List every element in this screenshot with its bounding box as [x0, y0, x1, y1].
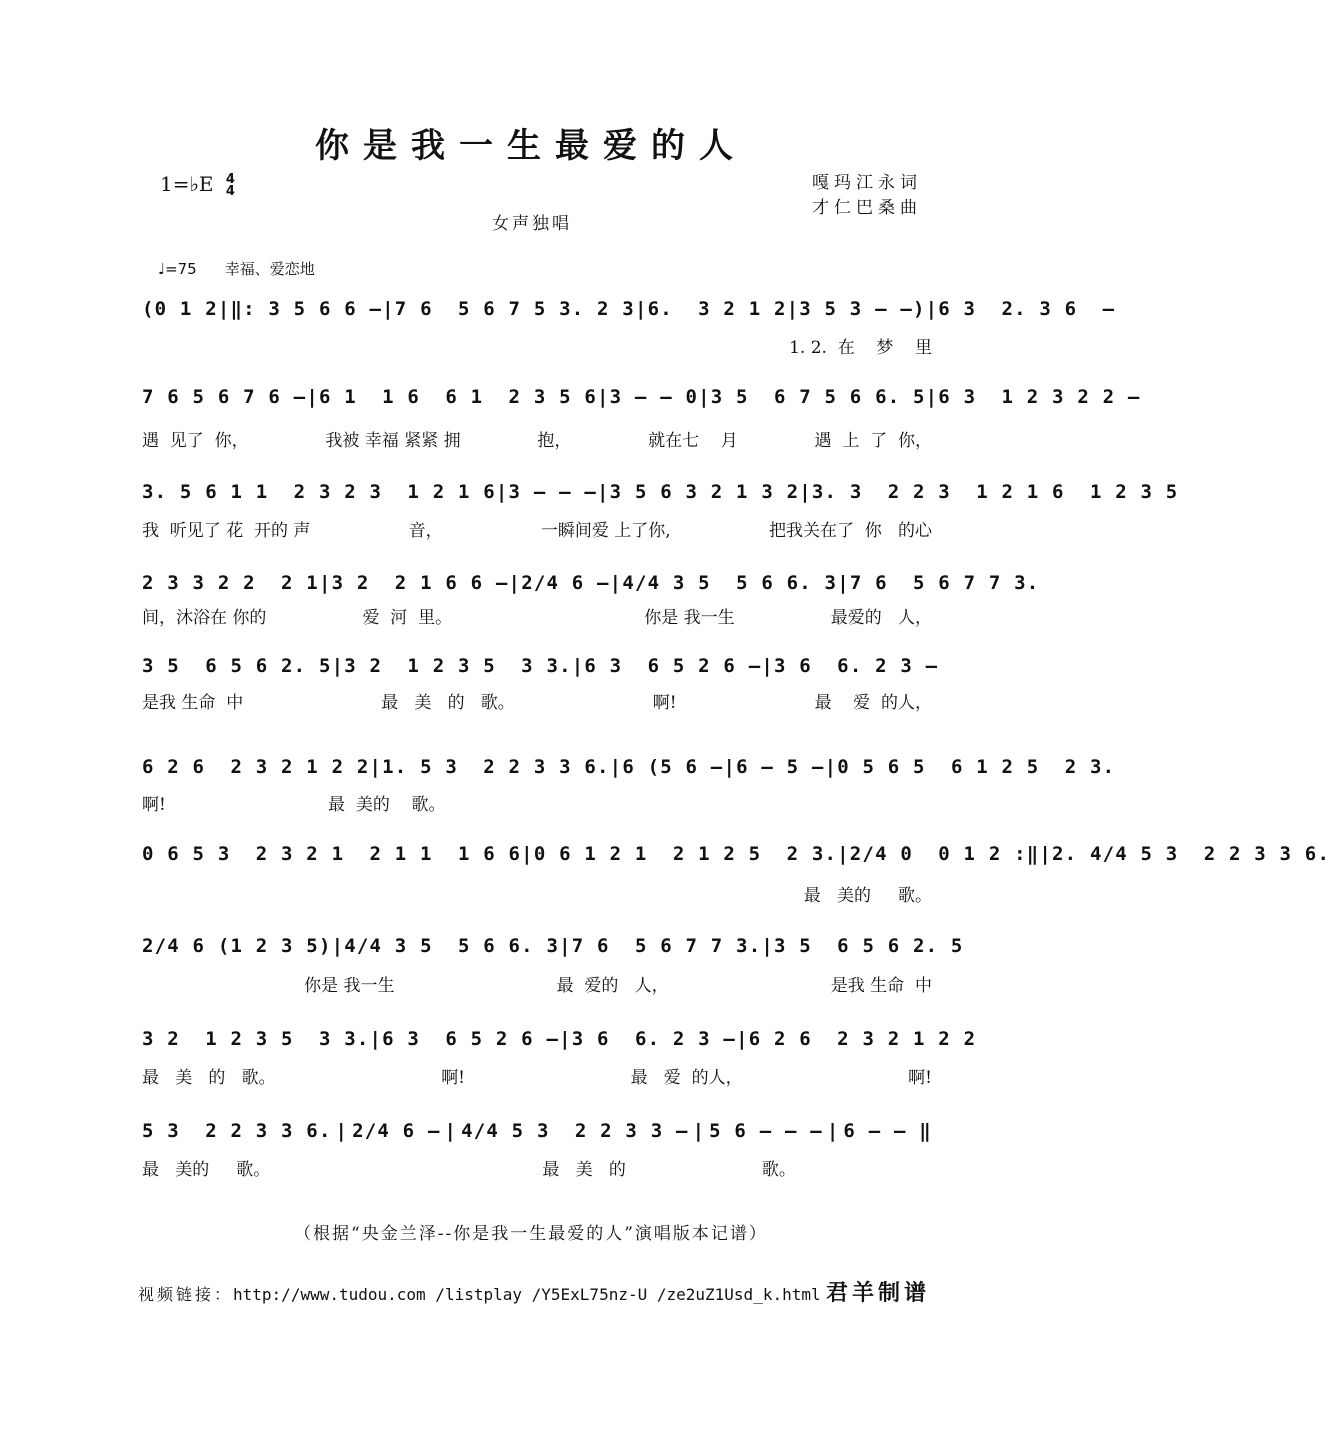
notation-row: [142, 386, 1141, 408]
barline: |: [736, 1028, 749, 1050]
measure: 6 2 6 2 3 2 1 2 2: [142, 756, 370, 778]
measure: 3 – – 0: [609, 386, 699, 408]
barline: |: [826, 1120, 840, 1142]
lyric-segment: 你是 我一生: [304, 976, 395, 996]
measure: 2. 4/4 5 3 2 2 3 3 6.: [1052, 843, 1330, 865]
barline: |: [609, 572, 623, 594]
measure: (0 1 2: [142, 298, 218, 320]
notation-row: [142, 572, 1040, 594]
measure: 3 – – –: [508, 481, 598, 503]
tempo-marking: [158, 258, 315, 279]
lyric-row: [142, 688, 932, 713]
lyric-segment: 最 美 的: [542, 1160, 626, 1180]
measure: 4/4 5 3 2 2 3 3 –: [461, 1120, 689, 1142]
barline: |: [444, 1120, 458, 1142]
lyric-segment: 最 爱 的人，: [630, 1068, 743, 1088]
measure: 4/4 3 5 5 6 6. 3: [344, 935, 560, 957]
barline: |: [559, 935, 572, 957]
measure: 0 6 5 3 2 3 2 1 2 1 1 1 6 6: [142, 843, 522, 865]
measure: 6 (5 6 –: [622, 756, 724, 778]
measure: 6 2 6 2 3 2 1 2 2: [748, 1028, 977, 1050]
measure: 3 2 2 1 6 6 –: [331, 572, 509, 594]
measure: 3 5 3 – –): [799, 298, 926, 320]
measure: 2 3 3 2 2 2 1: [142, 572, 319, 594]
lyric-segment: 1. 2. 在 梦 里: [789, 338, 932, 358]
measure: 5 6 – – –: [709, 1120, 823, 1142]
composer-credit: 才仁巴桑曲: [812, 198, 922, 218]
lyric-row: [142, 881, 932, 906]
barline: |: [609, 756, 623, 778]
tempo-value: ♩=75: [158, 260, 197, 278]
measure: 3 5 6 5 6 2. 5: [142, 655, 332, 677]
barline: |: [925, 298, 939, 320]
key-label: 1=♭E: [160, 172, 214, 196]
measure: 6 3 2. 3 6 –: [938, 298, 1116, 320]
barline: |: [824, 756, 838, 778]
notation-row: [142, 655, 939, 677]
barline: |: [837, 572, 850, 594]
barline: |: [217, 298, 231, 320]
performance-type: 女声独唱: [492, 214, 572, 234]
barline: |: [692, 1120, 706, 1142]
barline: |: [723, 756, 737, 778]
barline: |: [837, 843, 850, 865]
notation-row: [142, 935, 964, 957]
notation-row: [142, 481, 1179, 503]
expression-mark: 幸福、爱恋地: [224, 260, 315, 278]
notation-row: [142, 843, 1330, 865]
lyric-segment: 是我 生命 中: [142, 693, 244, 713]
barline: |: [761, 935, 774, 957]
time-top: 4: [225, 171, 235, 187]
measure: 6 3 6 5 2 6 –: [584, 655, 762, 677]
barline: |: [571, 655, 585, 677]
measure: 3 6 6. 2 3 –: [571, 1028, 737, 1050]
notation-row: [142, 756, 1116, 778]
transcriber-seal: 君羊制谱: [826, 1280, 931, 1306]
measure: 6 3 6 5 2 6 –: [382, 1028, 560, 1050]
measure: 3. 3 2 2 3 1 2 1 6 1 2 3 5: [811, 481, 1179, 503]
barline: |: [559, 1028, 572, 1050]
measure: 0 6 1 2 1 2 1 2 5 2 3.: [533, 843, 838, 865]
lyric-row: [142, 790, 932, 815]
measure: 3 6 6. 2 3 –: [773, 655, 939, 677]
lyric-segment: 抱，: [537, 431, 572, 451]
lyric-row: [142, 333, 932, 358]
lyric-row: [142, 426, 932, 451]
barline: |: [382, 298, 395, 320]
lyric-segment: 最 美的 歌。: [803, 886, 932, 906]
measure: 3 5 6 3 2 1 3 2: [609, 481, 800, 503]
barline: |: [786, 298, 800, 320]
barline: |: [495, 481, 509, 503]
measure: 6 3 1 2 3 2 2 –: [938, 386, 1141, 408]
measure: 3 5 6 7 5 6 6. 5: [710, 386, 926, 408]
measure: 6. 3 2 1 2: [647, 298, 787, 320]
measure: 7 6 5 6 7 5 3. 2 3: [394, 298, 635, 320]
lyric-row: [142, 1063, 932, 1088]
lyric-row: [142, 971, 932, 996]
barline: |: [331, 655, 345, 677]
lyric-segment: 啊!: [908, 1068, 932, 1088]
lyric-segment: 把我关在了 你 的心: [768, 521, 932, 541]
key-signature: [160, 172, 235, 198]
lyric-segment: 歌。: [761, 1160, 796, 1180]
measure: 2/4 0 0 1 2 :‖: [849, 843, 1040, 865]
barline: |: [521, 843, 534, 865]
lyric-row: [142, 603, 932, 628]
lyric-segment: 最爱的 人，: [830, 608, 932, 628]
measure: 1. 5 3 2 2 3 3 6.: [382, 756, 610, 778]
notation-row: [142, 1028, 977, 1050]
video-link-url[interactable]: http://www.tudou.com /listplay /Y5ExL75nz-U /ze2uZ1Usd_k.html: [233, 1285, 821, 1304]
measure: ‖: 3 5 6 6 –: [230, 298, 383, 320]
lyric-segment: 最 美 的 歌。: [142, 1068, 276, 1088]
barline: |: [331, 935, 345, 957]
lyric-segment: 我被 幸福 紧紧 拥: [325, 431, 461, 451]
barline: |: [318, 572, 332, 594]
measure: 6 – 5 –: [736, 756, 825, 778]
measure: 2/4 6 –: [521, 572, 610, 594]
lyric-segment: 啊!: [142, 795, 166, 815]
measure: 3 2 1 2 3 5 3 3.: [344, 655, 572, 677]
barline: |: [369, 1028, 383, 1050]
lyric-segment: 啊!: [652, 693, 677, 713]
measure: 7 6 5 6 7 6 –: [142, 386, 307, 408]
barline: |: [634, 298, 648, 320]
lyric-row: [142, 1155, 932, 1180]
measure: 3. 5 6 1 1 2 3 2 3 1 2 1 6: [142, 481, 496, 503]
lyric-segment: 遇 见了 你，: [142, 431, 249, 451]
barline: |: [799, 481, 812, 503]
measure: 3 5 6 5 6 2. 5: [773, 935, 964, 957]
lyric-segment: 你是 我一生: [644, 608, 735, 628]
lyric-segment: 就在七 月: [648, 431, 738, 451]
lyric-segment: 间，沐浴在 你的: [142, 608, 267, 628]
lyric-row: [142, 516, 932, 541]
measure: 7 6 5 6 7 7 3.: [849, 572, 1040, 594]
lyric-segment: 遇 上 了 你，: [814, 431, 932, 451]
barline: |: [335, 1120, 349, 1142]
lyric-segment: 最 爱 的人，: [814, 693, 932, 713]
measure: 5 3 2 2 3 3 6.: [142, 1120, 332, 1142]
time-bottom: 4: [225, 183, 235, 199]
notation-row: [142, 1120, 932, 1142]
time-signature: [225, 171, 235, 199]
lyric-segment: 最 爱的 人，: [556, 976, 669, 996]
song-title: 你是我一生最爱的人: [315, 126, 747, 166]
lyric-segment: 最 美 的 歌。: [381, 693, 515, 713]
measure: 6 1 1 6 6 1 2 3 5 6: [318, 386, 598, 408]
lyric-segment: 是我 生命 中: [830, 976, 932, 996]
measure: 4/4 3 5 5 6 6. 3: [622, 572, 838, 594]
lyricist-credit: 嘎玛江永词: [812, 173, 922, 193]
barline: |: [1039, 843, 1053, 865]
barline: |: [508, 572, 522, 594]
measure: 2/4 6 –: [352, 1120, 441, 1142]
barline: |: [597, 386, 610, 408]
barline: |: [698, 386, 711, 408]
lyric-segment: 一瞬间爱 上了你,: [540, 521, 671, 541]
barline: |: [369, 756, 383, 778]
lyric-segment: 最 美的 歌。: [142, 1160, 271, 1180]
lyric-segment: 爱 河 里。: [362, 608, 453, 628]
video-link-label: 视频链接：: [138, 1285, 234, 1304]
barline: |: [925, 386, 939, 408]
lyric-segment: 最 美的 歌。: [328, 795, 446, 815]
transcription-note: （根据“央金兰泽--你是我一生最爱的人”演唱版本记谱）: [294, 1224, 768, 1244]
barline: |: [597, 481, 610, 503]
barline: |: [761, 655, 774, 677]
lyric-segment: 啊!: [441, 1068, 466, 1088]
video-link: [138, 1282, 821, 1305]
lyric-segment: 音，: [408, 521, 443, 541]
measure: 6 – – ‖: [843, 1120, 932, 1142]
barline: |: [306, 386, 319, 408]
lyric-segment: 我 听见了 花 开的 声: [142, 521, 311, 541]
measure: 3 2 1 2 3 5 3 3.: [142, 1028, 370, 1050]
measure: 2/4 6 (1 2 3 5): [142, 935, 332, 957]
measure: 0 5 6 5 6 1 2 5 2 3.: [837, 756, 1116, 778]
notation-row: [142, 298, 1116, 320]
measure: 7 6 5 6 7 7 3.: [571, 935, 762, 957]
